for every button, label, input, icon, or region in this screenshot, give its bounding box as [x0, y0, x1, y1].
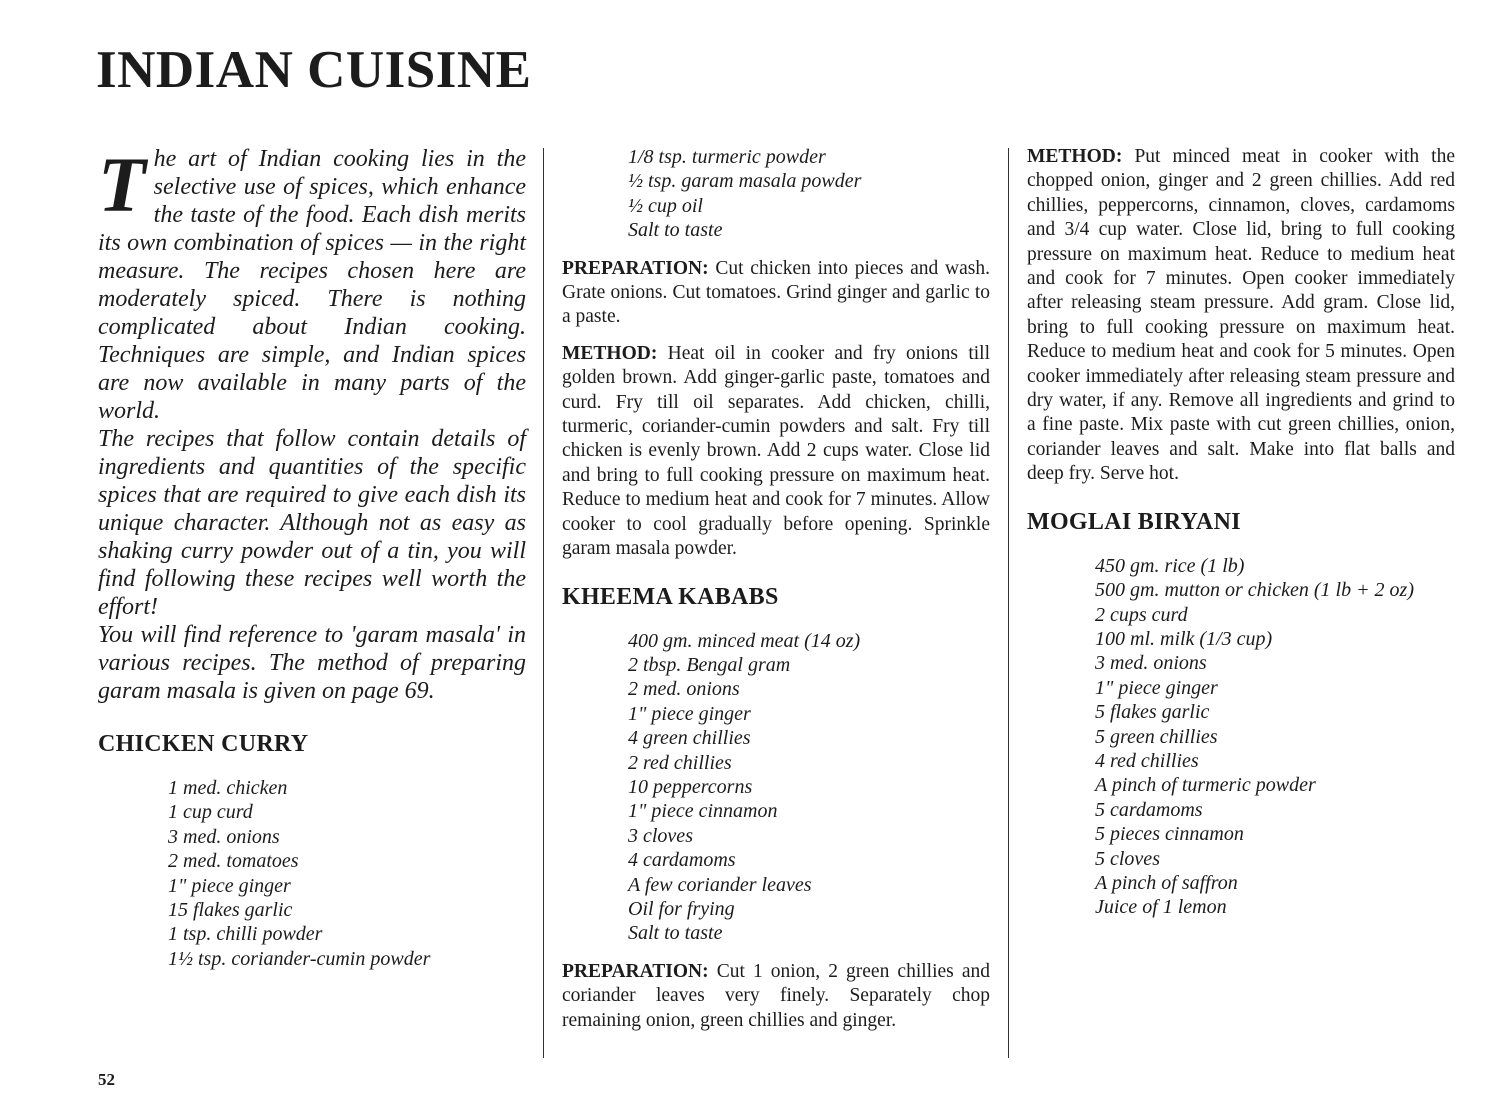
- intro-text: [98, 141, 526, 705]
- preparation-label: PREPARATION:: [562, 960, 709, 982]
- ingredient-item: 3 cloves: [628, 824, 693, 847]
- ingredient-item: 2 tbsp. Bengal gram: [628, 653, 791, 676]
- ingredient-item: A pinch of turmeric powder: [1095, 774, 1316, 797]
- intro-paragraph: The recipes that follow contain details of ingredients and quantities of the specific spices that are required to give each dish its unique character. Although not as easy as shaking curry powder out of a tin, you will find following these recipes well worth the effort!: [98, 426, 526, 620]
- ingredient-item: 1" piece ginger: [628, 702, 751, 725]
- ingredient-list: [1027, 554, 1455, 920]
- ingredient-item: 400 gm. minced meat (14 oz): [628, 629, 861, 652]
- method-text: Put minced meat in cooker with the chopped onion, ginger and 2 green chillies. Add red chillies, peppercorns, cinnamon, cloves, cardamoms and 3/4 cup water. Close lid, bring to full cooking pressure on maximum heat. Reduce to medium heat and cook for 7 minutes. Open cooker immediately after releasing steam pressure. Add gram. Close lid, bring to full cooking pressure on maximum heat. Reduce to medium heat and cook for 5 minutes. Open cooker immediately after releasing steam pressure and dry water, if any. Remove all ingredients and grind to a fine paste. Mix paste with cut green chillies, onion, coriander leaves and salt. Make into flat balls and deep fry. Serve hot.: [1027, 146, 1456, 485]
- preparation-label: PREPARATION:: [562, 257, 709, 279]
- intro-paragraph: [98, 141, 526, 425]
- ingredient-item: 1 tsp. chilli powder: [168, 923, 323, 946]
- ingredient-item: 100 ml. milk (1/3 cup): [1095, 627, 1273, 650]
- recipe-title-chicken-curry: CHICKEN CURRY: [98, 731, 309, 757]
- ingredient-item: 1/8 tsp. turmeric powder: [628, 146, 826, 168]
- ingredient-item: 4 green chillies: [628, 727, 751, 750]
- ingredient-item: 500 gm. mutton or chicken (1 lb + 2 oz): [1095, 579, 1415, 602]
- ingredient-item: Salt to taste: [628, 922, 723, 945]
- ingredient-item: 3 med. onions: [168, 825, 280, 848]
- ingredient-item: 1½ tsp. coriander-cumin powder: [168, 947, 431, 970]
- ingredient-item: 2 med. onions: [628, 678, 740, 701]
- preparation-text: Cut chicken into pieces and wash. Grate onions. Cut tomatoes. Grind ginger and garlic to a paste.: [562, 257, 990, 328]
- column-2: [562, 145, 990, 1045]
- ingredient-item: 1 med. chicken: [168, 777, 288, 799]
- ingredient-item: 2 cups curd: [1095, 603, 1188, 626]
- recipe-title-kheema-kababs: KHEEMA KABABS: [562, 583, 779, 610]
- ingredient-item: ½ cup oil: [628, 194, 703, 217]
- ingredient-item: 1" piece cinnamon: [628, 800, 778, 823]
- ingredient-item: A few coriander leaves: [628, 873, 812, 896]
- ingredient-list: [98, 776, 526, 971]
- ingredient-list: [562, 145, 990, 243]
- ingredient-item: 3 med. onions: [1095, 652, 1207, 675]
- column-3: [1027, 145, 1455, 920]
- ingredient-item: 2 med. tomatoes: [168, 850, 299, 873]
- preparation-text: Cut 1 onion, 2 green chillies and coriander leaves very finely. Separately chop remaining onion, green chillies and ginger.: [562, 960, 990, 1031]
- ingredient-item: 1 cup curd: [168, 801, 253, 824]
- page-title: INDIAN CUISINE: [96, 41, 532, 99]
- ingredient-item: 5 pieces cinnamon: [1095, 823, 1244, 846]
- ingredient-item: Juice of 1 lemon: [1095, 896, 1227, 919]
- ingredient-item: A pinch of saffron: [1095, 871, 1238, 894]
- ingredient-item: ½ tsp. garam masala powder: [628, 170, 862, 193]
- intro-paragraph: You will find reference to 'garam masala' in various recipes. The method of preparing garam masala is given on page 69.: [98, 622, 526, 704]
- ingredient-item: 1" piece ginger: [1095, 676, 1218, 699]
- intro-paragraph-text: he art of Indian cooking lies in the selective use of spices, which enhance the taste of the food. Each dish merits its own combination of spices — in the right measure. The recipes chosen here are moderately spiced. There is nothing complicated about Indian cooking. Techniques are simple, and Indian spices are now available in many parts of the world.: [98, 146, 526, 424]
- ingredient-item: 5 cardamoms: [1095, 798, 1203, 821]
- preparation-paragraph: [562, 257, 990, 330]
- page-number: 52: [98, 1070, 115, 1089]
- ingredient-item: Salt to taste: [628, 219, 723, 242]
- ingredient-list: [562, 629, 990, 946]
- ingredient-item: 5 flakes garlic: [1095, 701, 1210, 724]
- recipe-title-moglai-biryani: MOGLAI BIRYANI: [1027, 508, 1241, 535]
- ingredient-item: 5 green chillies: [1095, 725, 1218, 748]
- ingredient-item: 10 peppercorns: [628, 775, 753, 798]
- preparation-paragraph: [562, 960, 990, 1033]
- method-paragraph: [1027, 145, 1455, 487]
- ingredient-item: 4 cardamoms: [628, 849, 736, 872]
- column-divider: [1008, 148, 1009, 1058]
- method-label: METHOD:: [562, 342, 658, 364]
- method-paragraph: [562, 342, 990, 562]
- ingredient-item: Oil for frying: [628, 897, 735, 920]
- ingredient-item: 4 red chillies: [1095, 749, 1199, 772]
- method-label: METHOD:: [1027, 146, 1123, 167]
- ingredient-item: 450 gm. rice (1 lb): [1095, 554, 1245, 577]
- ingredient-item: 1" piece ginger: [168, 874, 291, 897]
- column-1: [98, 141, 526, 971]
- ingredient-item: 15 flakes garlic: [168, 899, 293, 922]
- drop-cap: T: [98, 141, 146, 228]
- method-text: Heat oil in cooker and fry onions till golden brown. Add ginger-garlic paste, tomatoes and curd. Fry till oil separates. Add chicken, chilli, turmeric, coriander-cumin powders and salt. Fry till chicken is evenly brown. Add 2 cups water. Close lid and bring to full cooking pressure on maximum heat. Reduce to medium heat and cook for 7 minutes. Allow cooker to cool gradually before opening. Sprinkle garam masala powder.: [562, 342, 991, 560]
- column-divider: [543, 148, 544, 1058]
- ingredient-item: 5 cloves: [1095, 847, 1160, 870]
- ingredient-item: 2 red chillies: [628, 751, 732, 774]
